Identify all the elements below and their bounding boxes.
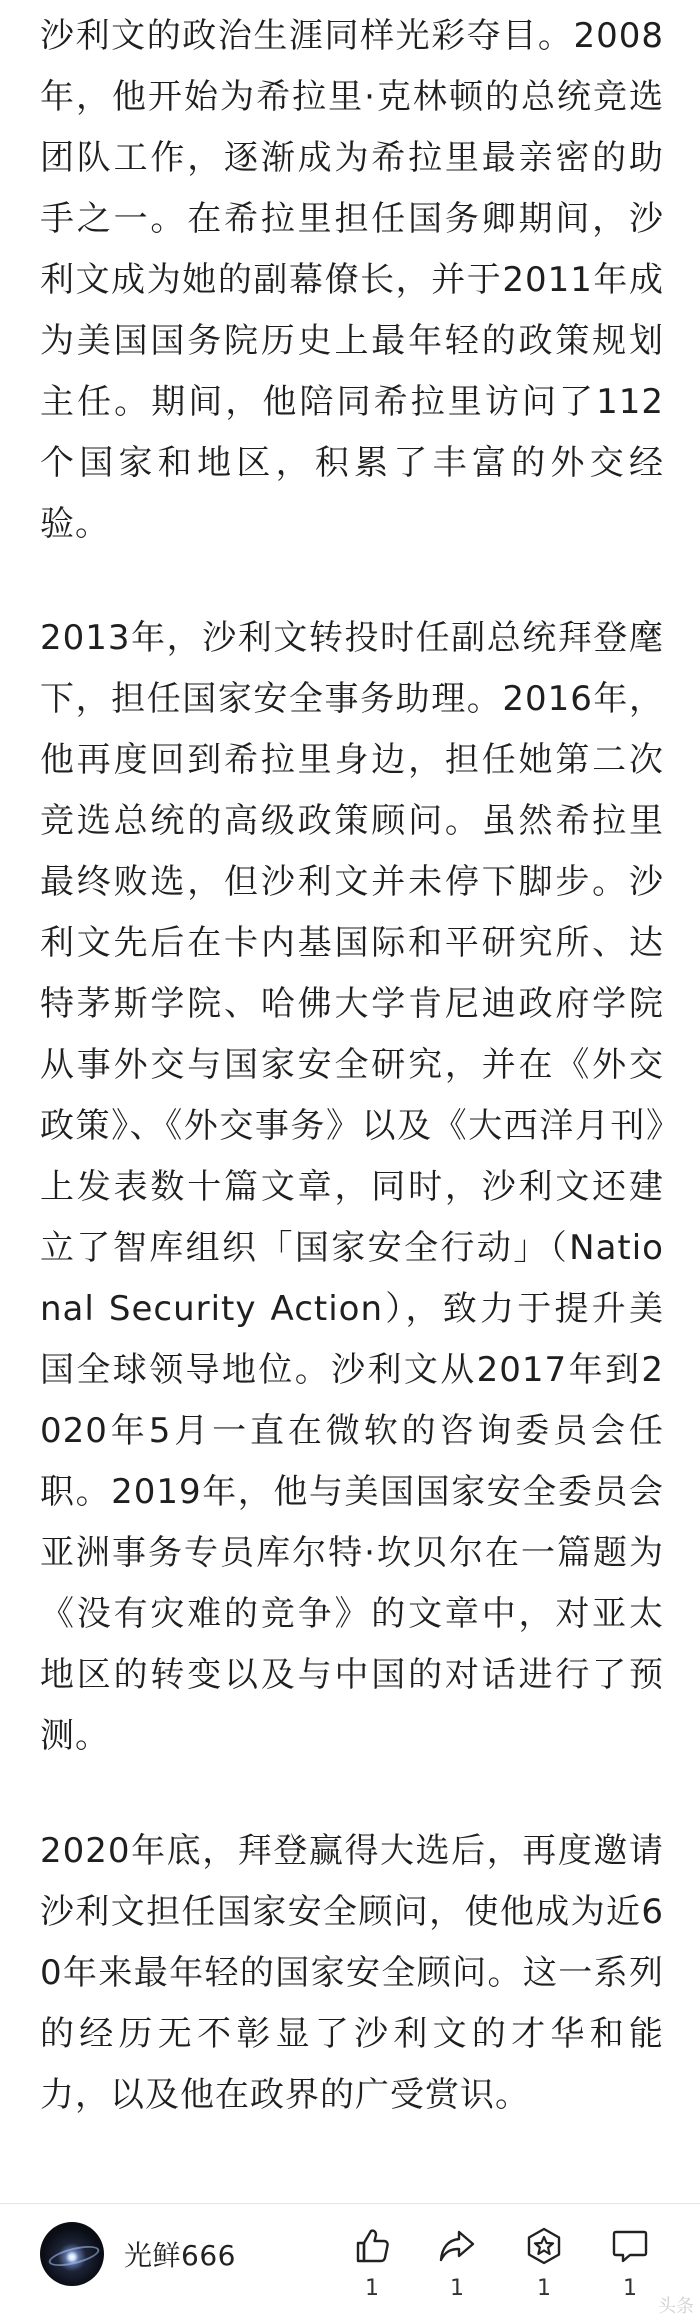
author-profile[interactable]	[40, 2222, 236, 2286]
share-count: 1	[450, 2276, 464, 2301]
author-name[interactable]: 光鲜666	[124, 2239, 236, 2272]
share-button[interactable]	[427, 2226, 487, 2302]
like-button[interactable]	[342, 2226, 402, 2302]
share-arrow-icon	[437, 2226, 477, 2266]
comment-button[interactable]	[600, 2226, 660, 2302]
watermark: 头条	[658, 2296, 694, 2317]
article-paragraph: 沙利文的政治生涯同样光彩夺目。2008年，他开始为希拉里·克林顿的总统竞选团队工作，逐渐成为希拉里最亲密的助手之一。在希拉里担任国务卿期间，沙利文成为她的副幕僚长，并于2011年成为美国国务院历史上最年轻的政策规划主任。期间，他陪同希拉里访问了112个国家和地区，积累了丰富的外交经验。	[40, 16, 664, 544]
comment-count: 1	[623, 2276, 637, 2301]
thumbs-up-icon	[352, 2226, 392, 2266]
article-paragraph: 2020年底，拜登赢得大选后，再度邀请沙利文担任国家安全顾问，使他成为近60年来最年轻的国家安全顾问。这一系列的经历无不彰显了沙利文的才华和能力，以及他在政界的广受赏识。	[40, 1831, 664, 2115]
favorite-count: 1	[537, 2276, 551, 2301]
comment-bubble-icon	[610, 2226, 650, 2266]
bottom-action-bar	[0, 2204, 700, 2322]
avatar[interactable]	[40, 2222, 104, 2286]
favorite-button[interactable]	[514, 2226, 574, 2302]
hexagon-star-icon	[524, 2226, 564, 2266]
article-paragraph: 2013年，沙利文转投时任副总统拜登麾下，担任国家安全事务助理。2016年，他再度回到希拉里身边，担任她第二次竞选总统的高级政策顾问。虽然希拉里最终败选，但沙利文并未停下脚步。沙利文先后在卡内基国际和平研究所、达特茅斯学院、哈佛大学肯尼迪政府学院从事外交与国家安全研究，并在《外交政策》、《外交事务》以及《大西洋月刊》上发表数十篇文章，同时，沙利文还建立了智库组织「国家安全行动」（National Security Action），致力于提升美国全球领导地位。沙利文从2017年到2020年5月一直在微软的咨询委员会任职。2019年，他与美国国家安全委员会亚洲事务专员库尔特·坎贝尔在一篇题为《没有灾难的竞争》的文章中，对亚太地区的转变以及与中国的对话进行了预测。	[40, 618, 664, 1756]
like-count: 1	[365, 2276, 379, 2301]
